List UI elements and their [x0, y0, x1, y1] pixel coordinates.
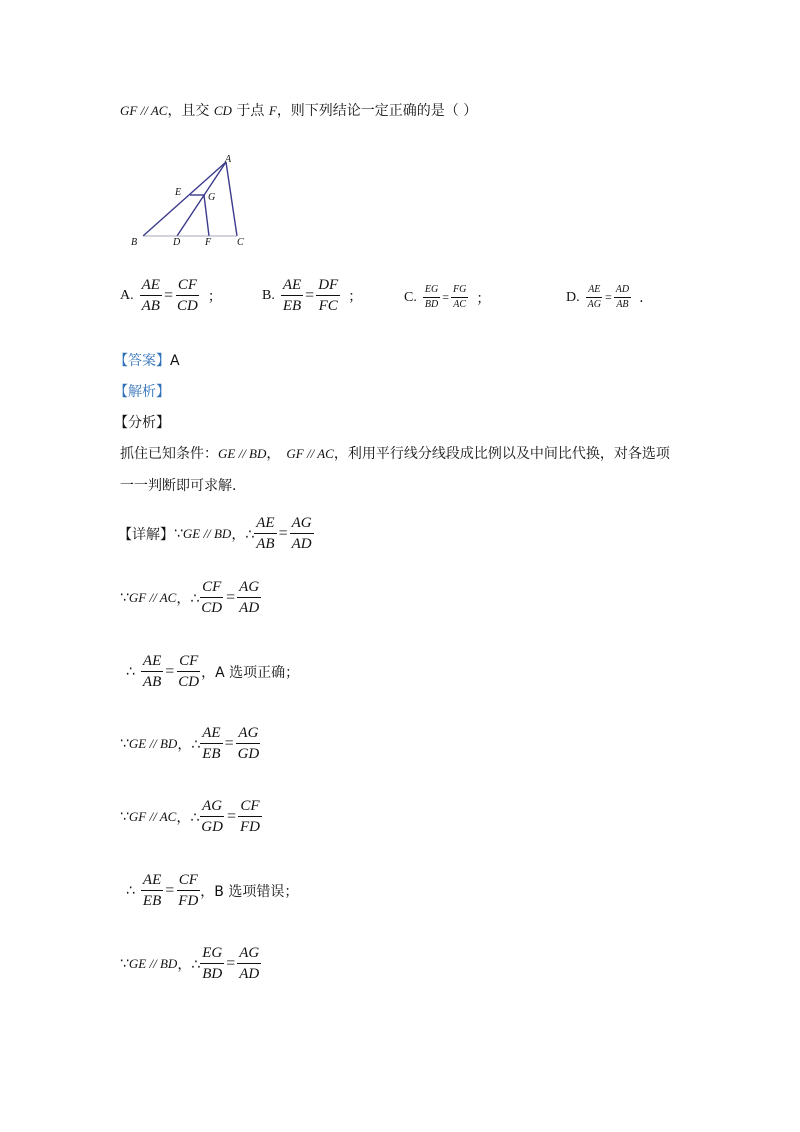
option-frac-num: AE — [586, 284, 602, 298]
option-letter: A. — [120, 287, 134, 303]
label-f: F — [205, 237, 212, 248]
option-sep: ； — [476, 290, 491, 307]
option-frac-den: FC — [318, 298, 338, 314]
detail-step-3: ∴ $\frac{AE}{AB}$ = $\frac{CF}{CD}$ ，A 选项正确； — [126, 653, 300, 690]
step-frac-den: AB — [142, 674, 162, 690]
step-frac-num: AE — [141, 871, 163, 891]
step-mid: ，∴ — [176, 809, 200, 826]
option-frac-num: EG — [423, 284, 440, 298]
detail-step-5: ∵ GF // AC ，∴ $\frac{AG}{GD}$ = $\frac{CF}{FD}$ — [120, 798, 260, 835]
option-frac-den: AC — [453, 299, 467, 310]
step-frac-num: AE — [141, 652, 163, 672]
option-frac-num: CF — [176, 276, 199, 296]
step-frac-den: FD — [239, 819, 260, 835]
question-text-1: ，且交 — [167, 103, 214, 119]
step-frac-den: EB — [142, 893, 162, 909]
label-g: G — [208, 192, 216, 203]
option-frac-den: BD — [424, 299, 439, 310]
answer-line — [114, 350, 180, 370]
question-text-2: 于点 — [231, 103, 269, 119]
question-math-gf-ac: GF // AC — [120, 103, 168, 118]
option-frac-num: FG — [451, 284, 468, 298]
step-pre: ∵ — [174, 525, 183, 542]
option-letter: D. — [566, 289, 580, 305]
step-frac-den: GD — [201, 819, 223, 835]
option-frac-den: CD — [176, 298, 198, 314]
step-mid: ，∴ — [177, 736, 201, 753]
detail-step-6: ∴ $\frac{AE}{EB}$ = $\frac{CF}{FD}$ ，B 选项错误； — [126, 872, 299, 909]
step-frac-den: BD — [202, 966, 223, 982]
step-pre: ∵ — [120, 955, 129, 972]
option-d: D. $\frac{AE}{AG}$ = $\frac{AD}{AB}$ . — [566, 284, 644, 310]
option-frac-den: AB — [141, 298, 160, 314]
step-frac-num: AG — [237, 944, 261, 964]
fenxi-text-line2: 一一判断即可求解. — [120, 478, 237, 494]
step-mid: ，∴ — [231, 526, 255, 543]
step-frac-den: AB — [256, 536, 275, 552]
question-line — [120, 100, 477, 120]
step-frac-num: AG — [237, 578, 261, 598]
label-d: D — [173, 237, 181, 248]
option-a: A. $\frac{AE}{AB}$ = $\frac{CF}{CD}$ ； — [120, 277, 222, 314]
step-frac-num: AE — [200, 724, 222, 744]
detail-step-1: 【详解】 ∵ GE // BD ，∴ $\frac{AE}{AB}$ = $\frac{AG}{AD}$ — [118, 515, 312, 552]
question-math-f: F — [268, 103, 277, 118]
option-c: C. $\frac{EG}{BD}$ = $\frac{FG}{AC}$ ； — [404, 284, 491, 310]
detail-step-2: ∵ GF // AC ，∴ $\frac{CF}{CD}$ = $\frac{AG}{AD}$ — [120, 579, 260, 616]
detail-tag: 【详解】 — [118, 526, 174, 543]
step-pre: ∴ — [126, 882, 135, 899]
step-pre: ∵ — [120, 589, 129, 606]
step-frac-num: CF — [177, 871, 200, 891]
step-tail: ，B 选项错误； — [200, 883, 299, 900]
step-frac-num: AG — [290, 514, 314, 534]
step-frac-den: FD — [178, 893, 199, 909]
step-frac-num: AG — [200, 797, 224, 817]
step-cond: GF // AC — [128, 589, 177, 605]
question-text-3: ，则下列结论一定正确的是（ ） — [276, 103, 478, 119]
step-cond: GE // BD — [128, 955, 178, 971]
step-frac-num: AE — [254, 514, 276, 534]
segment-ac — [226, 162, 237, 236]
option-letter: C. — [404, 289, 417, 305]
step-frac-den: CD — [201, 600, 223, 616]
option-frac-num: AD — [614, 284, 631, 298]
option-sep: . — [639, 289, 644, 306]
fenxi-text-c: ，利用平行线分线段成比例以及中间比代换，对各选项 — [333, 446, 670, 462]
option-frac-num: AE — [281, 276, 303, 296]
fenxi-heading — [114, 412, 170, 432]
step-mid: ，∴ — [176, 590, 200, 607]
step-cond: GE // BD — [128, 735, 178, 751]
option-frac-den: AG — [587, 299, 601, 310]
fenxi-math-ge-bd: GE // BD — [218, 446, 267, 461]
fenxi-tag: 【分析】 — [114, 415, 170, 431]
geometry-figure — [125, 152, 255, 248]
option-b: B. $\frac{AE}{EB}$ = $\frac{DF}{FC}$ ； — [262, 277, 363, 314]
fenxi-text-a: 抓住已知条件： — [120, 446, 218, 462]
fenxi-text-b: ， — [266, 446, 281, 462]
fenxi-line-2 — [120, 475, 236, 495]
detail-step-4: ∵ GE // BD ，∴ $\frac{AE}{EB}$ = $\frac{AG}{GD}$ — [120, 725, 260, 762]
step-frac-den: AD — [239, 966, 260, 982]
answer-value: A — [170, 353, 180, 369]
step-frac-num: CF — [200, 578, 223, 598]
question-math-cd: CD — [213, 103, 232, 118]
step-frac-num: AG — [236, 724, 260, 744]
step-pre: ∴ — [126, 663, 135, 680]
step-frac-num: CF — [177, 652, 200, 672]
fenxi-line-1 — [120, 443, 670, 463]
analysis-tag: 【解析】 — [114, 384, 170, 400]
option-frac-num: DF — [316, 276, 340, 296]
detail-step-7: ∵ GE // BD ，∴ $\frac{EG}{BD}$ = $\frac{AG}{AD}$ — [120, 945, 260, 982]
step-frac-den: GD — [237, 746, 260, 762]
option-frac-den: EB — [282, 298, 302, 314]
answer-tag: 【答案】 — [114, 353, 170, 369]
option-sep: ； — [207, 288, 222, 305]
option-frac-den: AB — [616, 299, 629, 310]
step-cond: GE // BD — [182, 525, 232, 541]
step-pre: ∵ — [120, 735, 129, 752]
step-pre: ∵ — [120, 808, 129, 825]
step-frac-den: AD — [291, 536, 312, 552]
step-cond: GF // AC — [128, 808, 177, 824]
fenxi-math-gf-ac: GF // AC — [286, 446, 334, 461]
option-letter: B. — [262, 287, 275, 303]
step-frac-num: CF — [238, 797, 261, 817]
label-a: A — [225, 154, 232, 165]
option-sep: ； — [348, 288, 363, 305]
analysis-heading — [114, 381, 170, 401]
step-frac-den: EB — [202, 746, 221, 762]
label-e: E — [175, 187, 182, 198]
step-mid: ，∴ — [177, 956, 201, 973]
step-tail: ，A 选项正确； — [201, 664, 300, 681]
label-b: B — [131, 237, 138, 248]
step-frac-den: AD — [239, 600, 260, 616]
step-frac-num: EG — [200, 944, 224, 964]
step-frac-den: CD — [178, 674, 200, 690]
option-frac-num: AE — [140, 276, 162, 296]
label-c: C — [237, 237, 244, 248]
